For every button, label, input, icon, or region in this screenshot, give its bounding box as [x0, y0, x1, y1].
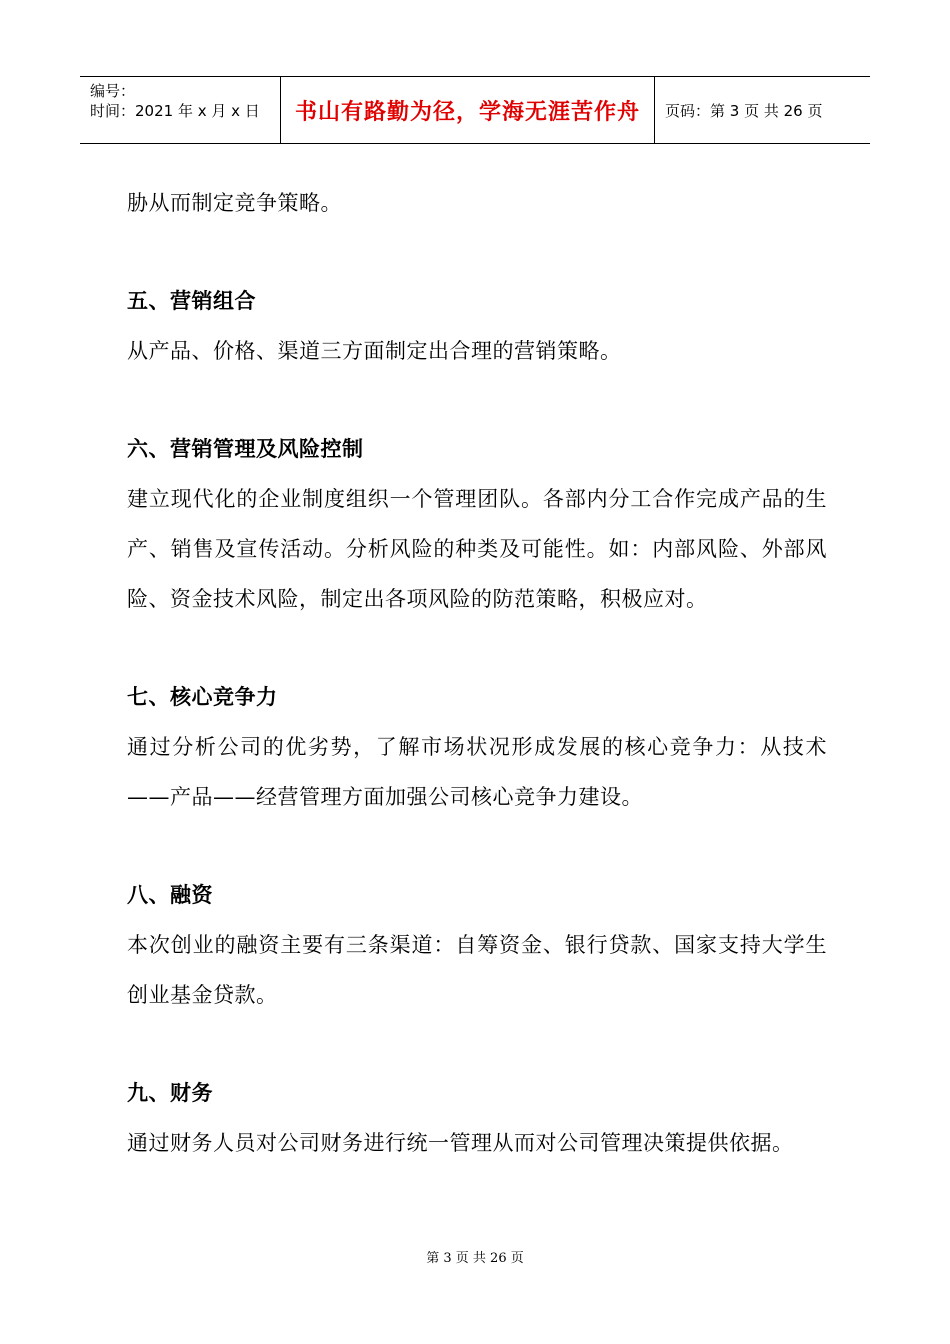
- section-text: 通过财务人员对公司财务进行统一管理从而对公司管理决策提供依据。: [127, 1131, 794, 1155]
- document-time-label: 时间：2021 年 x 月 x 日: [90, 102, 260, 120]
- section-heading: 五、营销组合: [127, 289, 256, 313]
- section-text: 本次创业的融资主要有三条渠道：自筹资金、银行贷款、国家支持大学生创业基金贷款。: [127, 933, 827, 1007]
- section-marketing-management: [127, 424, 827, 624]
- section-marketing-mix: [127, 276, 827, 376]
- document-header: [80, 76, 870, 144]
- section-heading: 九、财务: [127, 1081, 213, 1105]
- section-finance: [127, 1068, 827, 1168]
- header-page-info: 页码：第 3 页 共 26 页: [665, 101, 823, 120]
- header-motto: 书山有路勤为径，学海无涯苦作舟: [281, 77, 655, 143]
- intro-fragment: 胁从而制定竞争策略。: [127, 191, 342, 215]
- section-text: 从产品、价格、渠道三方面制定出合理的营销策略。: [127, 339, 622, 363]
- section-financing: [127, 870, 827, 1020]
- section-heading: 七、核心竞争力: [127, 685, 278, 709]
- page-footer: 第 3 页 共 26 页: [426, 1251, 524, 1266]
- section-text: 建立现代化的企业制度组织一个管理团队。各部内分工合作完成产品的生产、销售及宣传活动。分析风险的种类及可能性。如：内部风险、外部风险、资金技术风险，制定出各项风险的防范策略，积极应对。: [127, 487, 827, 611]
- document-body: [127, 178, 827, 1168]
- section-heading: 八、融资: [127, 883, 213, 907]
- section-heading: 六、营销管理及风险控制: [127, 437, 364, 461]
- section-text: 通过分析公司的优劣势，了解市场状况形成发展的核心竞争力：从技术——产品——经营管理方面加强公司核心竞争力建设。: [127, 735, 827, 809]
- document-number-label: 编号：: [90, 82, 136, 100]
- section-core-competitiveness: [127, 672, 827, 822]
- header-meta: [80, 77, 281, 143]
